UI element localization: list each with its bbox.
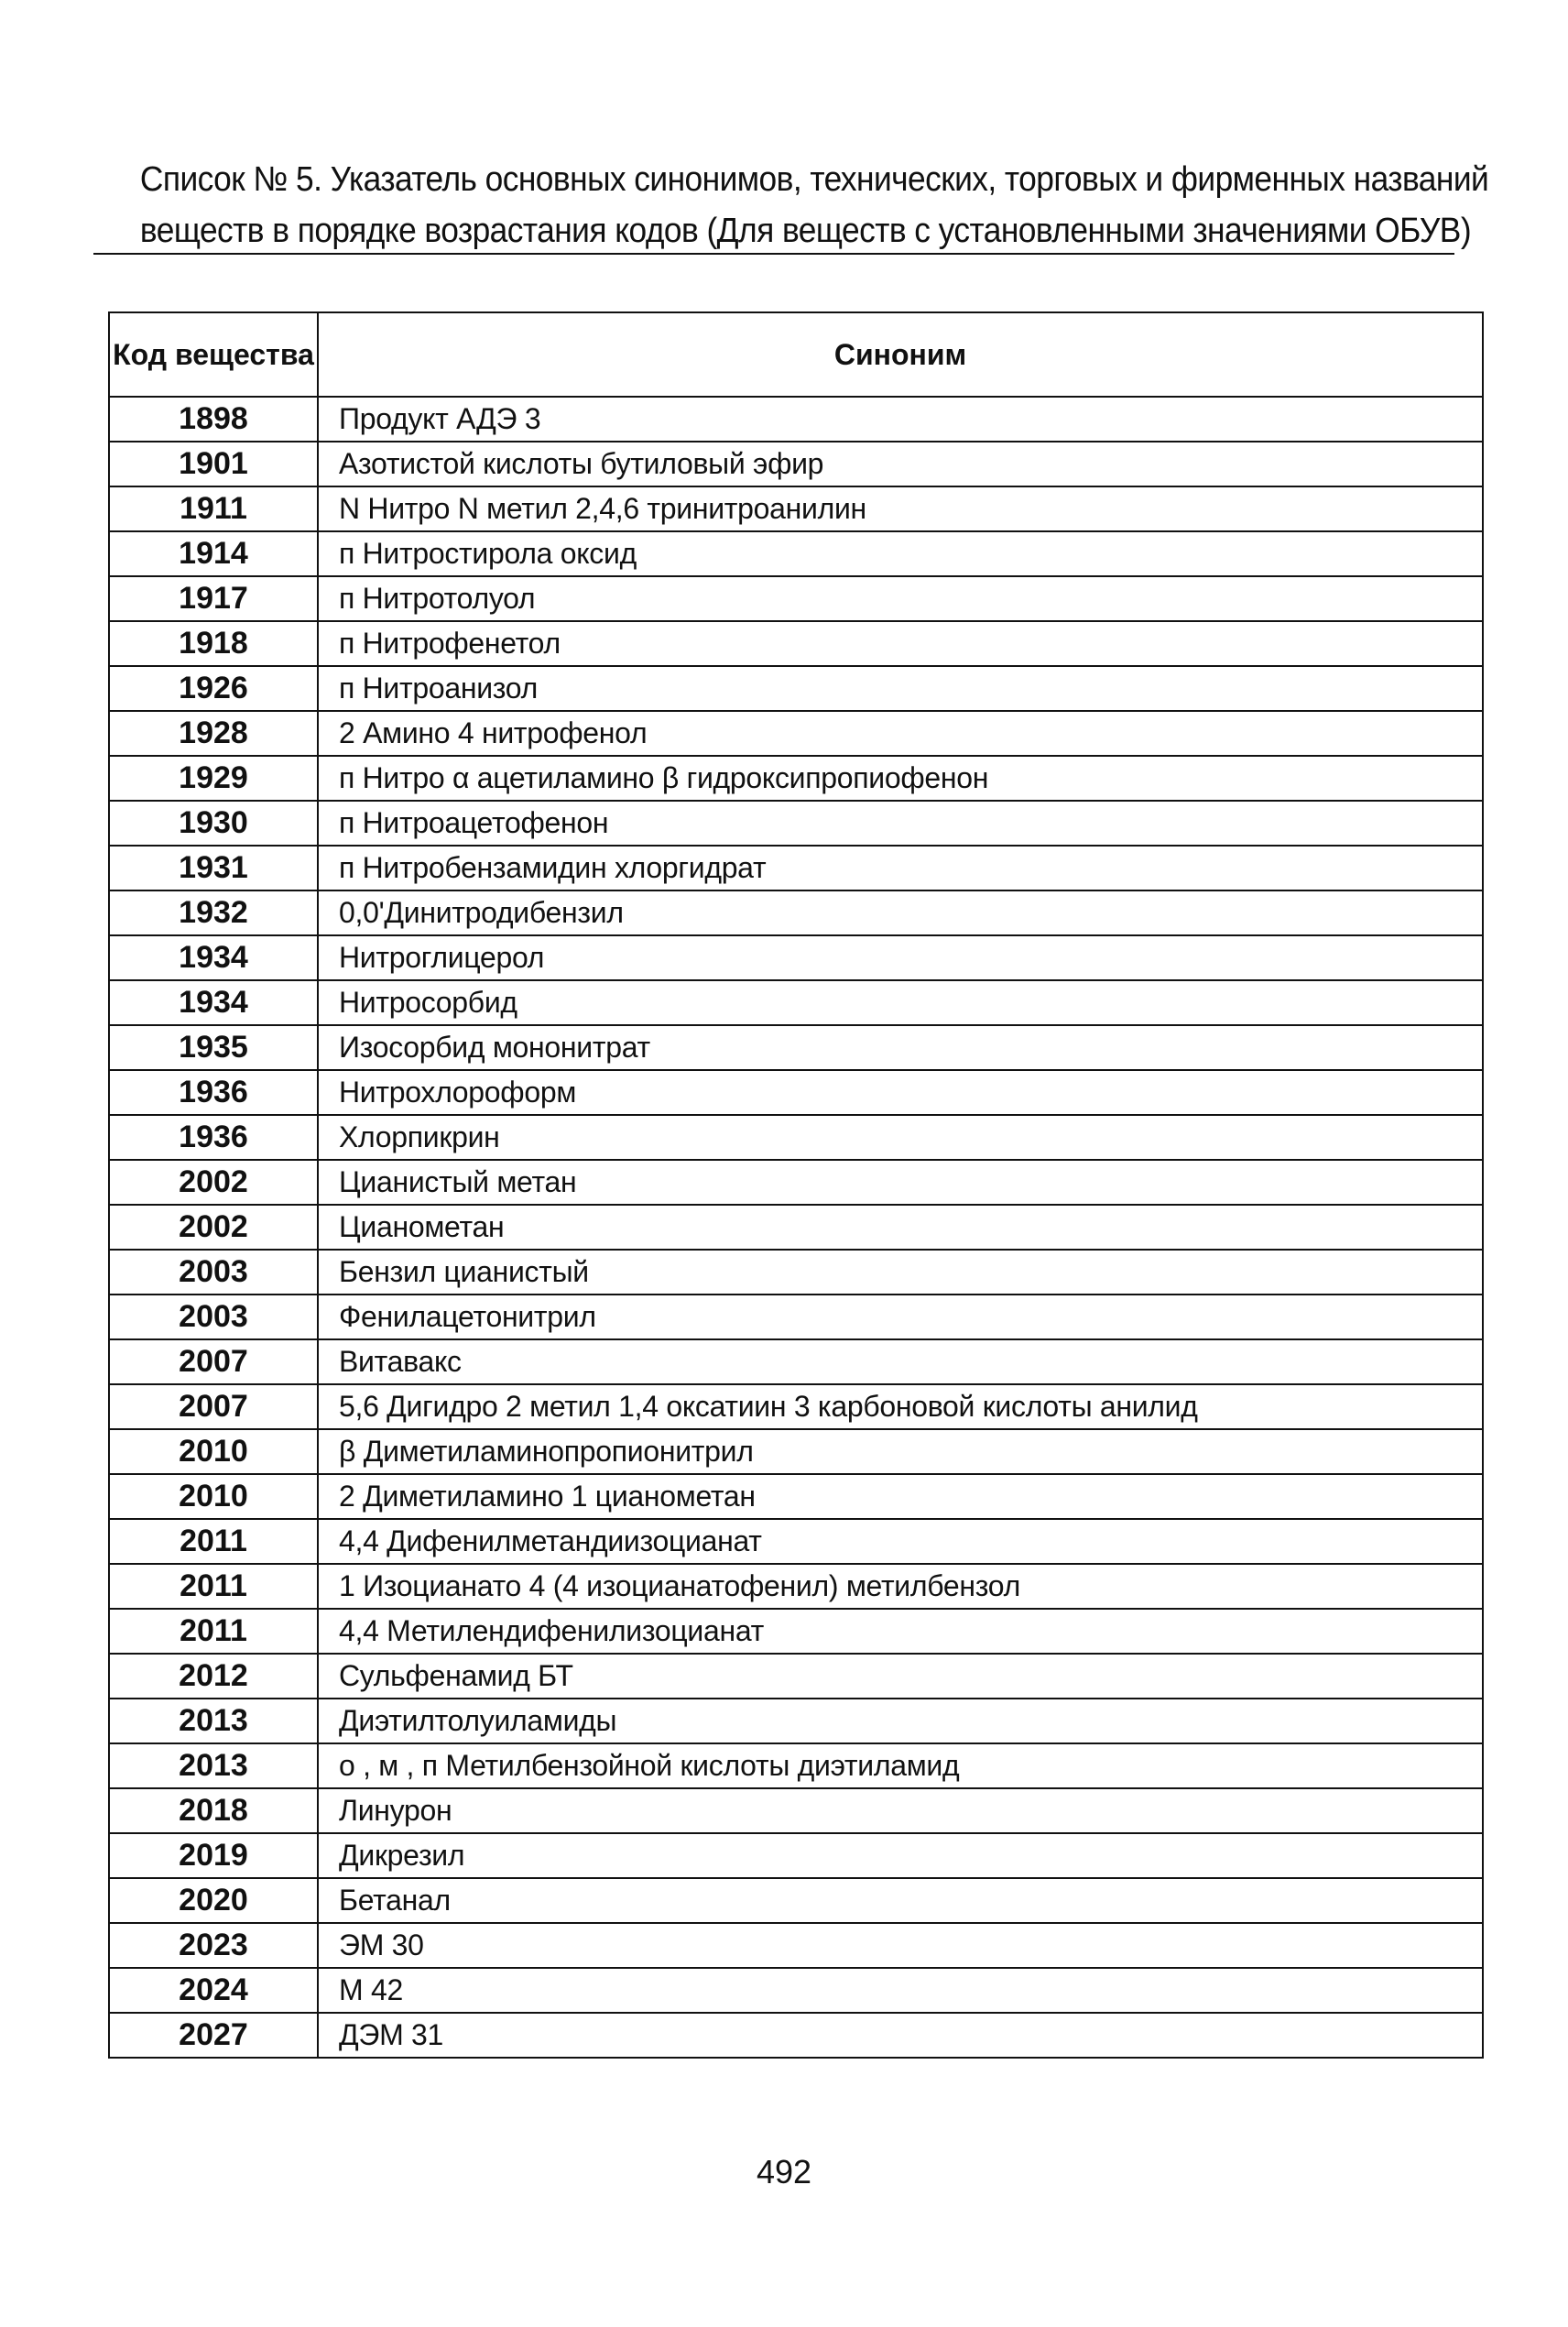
substance-code-cell: 2003 xyxy=(109,1295,318,1339)
substance-code-cell: 2003 xyxy=(109,1250,318,1295)
substance-code-cell: 1936 xyxy=(109,1070,318,1115)
page-number: 492 xyxy=(756,2153,812,2190)
synonym-cell: 2 Амино 4 нитрофенол xyxy=(318,711,1483,756)
table-body xyxy=(109,397,1483,2058)
synonym-cell: 4,4 Дифенилметандиизоцианат xyxy=(318,1519,1483,1564)
synonym-cell: Бетанал xyxy=(318,1878,1483,1923)
synonym-cell: Дикрезил xyxy=(318,1833,1483,1878)
synonym-cell: N Нитро N метил 2,4,6 тринитроанилин xyxy=(318,486,1483,531)
synonym-cell: п Нитростирола оксид xyxy=(318,531,1483,576)
substance-code-cell: 1930 xyxy=(109,801,318,846)
substance-code-cell: 1918 xyxy=(109,621,318,666)
synonym-cell: 0,0'Динитродибензил xyxy=(318,890,1483,935)
substance-code-cell: 1911 xyxy=(109,486,318,531)
substance-code-cell: 2007 xyxy=(109,1384,318,1429)
substance-code-cell: 2011 xyxy=(109,1519,318,1564)
table-row xyxy=(109,1115,1483,1160)
table-row xyxy=(109,1833,1483,1878)
synonym-cell: Продукт АДЭ 3 xyxy=(318,397,1483,442)
synonym-cell: 1 Изоцианато 4 (4 изоцианатофенил) метилбензол xyxy=(318,1564,1483,1609)
table-row xyxy=(109,756,1483,801)
synonym-cell: β Диметиламинопропионитрил xyxy=(318,1429,1483,1474)
substance-code-cell: 2024 xyxy=(109,1968,318,2013)
table-row xyxy=(109,2013,1483,2058)
substance-code-cell: 2013 xyxy=(109,1699,318,1743)
table-row xyxy=(109,397,1483,442)
substance-code-cell: 2013 xyxy=(109,1743,318,1788)
substance-code-cell: 2023 xyxy=(109,1923,318,1968)
substance-code-cell: 1934 xyxy=(109,935,318,980)
table-row xyxy=(109,711,1483,756)
substance-code-cell: 1932 xyxy=(109,890,318,935)
table-row xyxy=(109,1025,1483,1070)
table-row xyxy=(109,890,1483,935)
synonym-cell: ДЭМ 31 xyxy=(318,2013,1483,2058)
table-row xyxy=(109,801,1483,846)
substance-code-cell: 2019 xyxy=(109,1833,318,1878)
substance-code-cell: 1901 xyxy=(109,442,318,486)
synonym-cell: Сульфенамид БТ xyxy=(318,1654,1483,1699)
table-row xyxy=(109,1699,1483,1743)
substance-code-cell: 2010 xyxy=(109,1429,318,1474)
table-row xyxy=(109,1070,1483,1115)
substance-code-cell: 1917 xyxy=(109,576,318,621)
substance-code-cell: 2018 xyxy=(109,1788,318,1833)
table-row xyxy=(109,1743,1483,1788)
synonym-cell: 2 Диметиламино 1 цианометан xyxy=(318,1474,1483,1519)
table-row xyxy=(109,1160,1483,1205)
table-row xyxy=(109,1878,1483,1923)
substance-code-cell: 2027 xyxy=(109,2013,318,2058)
synonym-cell: Нитросорбид xyxy=(318,980,1483,1025)
table-row xyxy=(109,1654,1483,1699)
synonym-cell: Цианометан xyxy=(318,1205,1483,1250)
substance-code-cell: 2012 xyxy=(109,1654,318,1699)
substance-code-cell: 1928 xyxy=(109,711,318,756)
synonym-table xyxy=(108,311,1484,2059)
document-title xyxy=(139,154,1489,257)
synonym-cell: ЭМ 30 xyxy=(318,1923,1483,1968)
table-row xyxy=(109,486,1483,531)
synonym-cell: М 42 xyxy=(318,1968,1483,2013)
table-row xyxy=(109,1250,1483,1295)
substance-code-cell: 2007 xyxy=(109,1339,318,1384)
synonym-cell: Диэтилтолуиламиды xyxy=(318,1699,1483,1743)
substance-code-cell: 2010 xyxy=(109,1474,318,1519)
synonym-cell: 5,6 Дигидро 2 метил 1,4 оксатиин 3 карбоновой кислоты анилид xyxy=(318,1384,1483,1429)
table-row xyxy=(109,1205,1483,1250)
synonym-cell: Хлорпикрин xyxy=(318,1115,1483,1160)
table-row xyxy=(109,1384,1483,1429)
table-header-row xyxy=(109,312,1483,397)
synonym-cell: п Нитрофенетол xyxy=(318,621,1483,666)
table-row xyxy=(109,980,1483,1025)
table-row xyxy=(109,442,1483,486)
synonym-cell: о , м , п Метилбензойной кислоты диэтиламид xyxy=(318,1743,1483,1788)
synonym-cell: п Нитроанизол xyxy=(318,666,1483,711)
title-line-2: веществ в порядке возрастания кодов (Для веществ с установленными значениями ОБУВ) xyxy=(139,212,1472,250)
synonym-cell: Линурон xyxy=(318,1788,1483,1833)
synonym-cell: п Нитро α ацетиламино β гидроксипропиофенон xyxy=(318,756,1483,801)
synonym-cell: Азотистой кислоты бутиловый эфир xyxy=(318,442,1483,486)
substance-code-cell: 2011 xyxy=(109,1609,318,1654)
table-row xyxy=(109,576,1483,621)
substance-code-cell: 1935 xyxy=(109,1025,318,1070)
synonym-cell: Нитрохлороформ xyxy=(318,1070,1483,1115)
table-row xyxy=(109,1788,1483,1833)
table-row xyxy=(109,846,1483,890)
table-row xyxy=(109,666,1483,711)
substance-code-cell: 1926 xyxy=(109,666,318,711)
table-row xyxy=(109,1968,1483,2013)
title-underline xyxy=(93,253,1454,255)
substance-code-cell: 1898 xyxy=(109,397,318,442)
substance-code-cell: 1914 xyxy=(109,531,318,576)
synonym-cell: п Нитробензамидин хлоргидрат xyxy=(318,846,1483,890)
synonym-cell: п Нитротолуол xyxy=(318,576,1483,621)
substance-code-cell: 2002 xyxy=(109,1205,318,1250)
substance-code-cell: 1931 xyxy=(109,846,318,890)
substance-code-cell: 1934 xyxy=(109,980,318,1025)
table-row xyxy=(109,531,1483,576)
substance-code-cell: 1936 xyxy=(109,1115,318,1160)
table-row xyxy=(109,935,1483,980)
table-row xyxy=(109,1474,1483,1519)
column-header-code: Код вещества xyxy=(109,312,318,397)
table-row xyxy=(109,1609,1483,1654)
table-row xyxy=(109,1519,1483,1564)
synonym-cell: Цианистый метан xyxy=(318,1160,1483,1205)
substance-code-cell: 2011 xyxy=(109,1564,318,1609)
synonym-cell: Изосорбид мононитрат xyxy=(318,1025,1483,1070)
table-row xyxy=(109,621,1483,666)
table-row xyxy=(109,1564,1483,1609)
synonym-cell: Витавакс xyxy=(318,1339,1483,1384)
synonym-cell: Нитроглицерол xyxy=(318,935,1483,980)
table-row xyxy=(109,1339,1483,1384)
substance-code-cell: 1929 xyxy=(109,756,318,801)
table-row xyxy=(109,1429,1483,1474)
title-line-1: Список № 5. Указатель основных синонимов, технических, торговых и фирменных названий xyxy=(139,160,1489,199)
synonym-cell: 4,4 Метилендифенилизоцианат xyxy=(318,1609,1483,1654)
substance-code-cell: 2020 xyxy=(109,1878,318,1923)
substance-code-cell: 2002 xyxy=(109,1160,318,1205)
table-row xyxy=(109,1295,1483,1339)
synonym-cell: п Нитроацетофенон xyxy=(318,801,1483,846)
synonym-cell: Бензил цианистый xyxy=(318,1250,1483,1295)
synonym-cell: Фенилацетонитрил xyxy=(318,1295,1483,1339)
table-row xyxy=(109,1923,1483,1968)
column-header-synonym: Синоним xyxy=(318,312,1483,397)
